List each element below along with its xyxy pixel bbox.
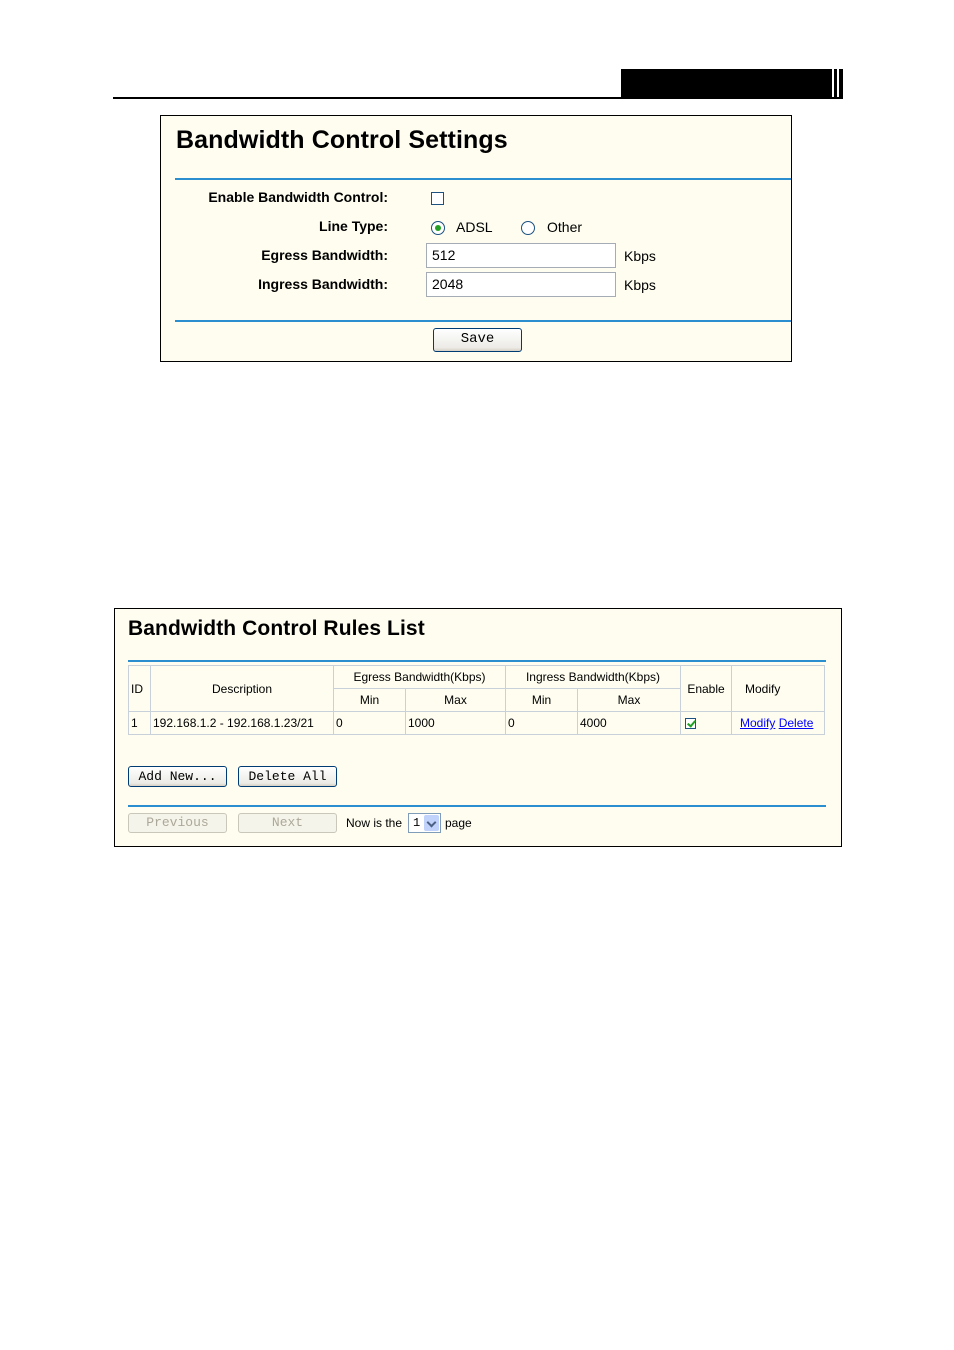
- radio-adsl[interactable]: [431, 221, 445, 235]
- egress-unit: Kbps: [624, 248, 656, 264]
- header-bar: [839, 69, 843, 99]
- cell-ingress-max: 4000: [578, 712, 681, 735]
- cell-id: 1: [129, 712, 151, 735]
- row-enabled-checkbox[interactable]: [685, 718, 696, 729]
- rules-top-divider: [128, 660, 826, 662]
- egress-bandwidth-label: Egress Bandwidth:: [261, 247, 388, 263]
- chevron-down-icon: [424, 815, 439, 831]
- table-header-row: [129, 666, 825, 689]
- settings-top-divider: [175, 178, 791, 180]
- radio-other-label: Other: [547, 219, 583, 235]
- enable-bandwidth-checkbox[interactable]: [431, 192, 444, 205]
- delete-all-button[interactable]: Delete All: [238, 766, 337, 787]
- delete-link[interactable]: Delete: [778, 716, 814, 730]
- col-header-enable: Enable: [681, 666, 732, 712]
- save-button[interactable]: Save: [433, 328, 522, 352]
- page-select[interactable]: [408, 813, 441, 833]
- bandwidth-settings-panel: [160, 115, 792, 362]
- radio-other[interactable]: [521, 221, 535, 235]
- radio-selected-dot: [435, 225, 441, 231]
- ingress-bandwidth-input[interactable]: 2048: [426, 272, 616, 297]
- modify-link[interactable]: Modify: [740, 716, 776, 730]
- settings-title: Bandwidth Control Settings: [176, 126, 508, 154]
- cell-egress-max: 1000: [406, 712, 506, 735]
- page-suffix: page: [445, 816, 472, 830]
- rules-table: [128, 665, 825, 735]
- page-prefix: Now is the: [346, 816, 403, 830]
- col-header-modify: Modify: [732, 666, 825, 712]
- rules-bottom-divider: [128, 805, 826, 807]
- line-type-label: Line Type:: [319, 218, 388, 234]
- page-select-value: 1: [413, 816, 421, 830]
- col-header-ingress-max: Max: [578, 689, 681, 712]
- rules-title: Bandwidth Control Rules List: [128, 617, 425, 640]
- col-header-ingress: Ingress Bandwidth(Kbps): [506, 666, 681, 689]
- header-black-block: [621, 69, 832, 99]
- cell-modify: [732, 712, 825, 735]
- col-header-id: ID: [129, 666, 151, 712]
- col-header-egress: Egress Bandwidth(Kbps): [334, 666, 506, 689]
- egress-bandwidth-input[interactable]: 512: [426, 243, 616, 268]
- col-header-egress-min: Min: [334, 689, 406, 712]
- header-bar: [834, 69, 837, 99]
- settings-bottom-divider: [175, 320, 791, 322]
- radio-adsl-label: ADSL: [456, 219, 493, 235]
- ingress-unit: Kbps: [624, 277, 656, 293]
- cell-enable: [681, 712, 732, 735]
- enable-bandwidth-label: Enable Bandwidth Control:: [208, 189, 388, 205]
- col-header-description: Description: [151, 666, 334, 712]
- col-header-ingress-min: Min: [506, 689, 578, 712]
- next-button[interactable]: Next: [238, 813, 337, 833]
- previous-button[interactable]: Previous: [128, 813, 227, 833]
- col-header-egress-max: Max: [406, 689, 506, 712]
- table-row: [129, 712, 825, 735]
- cell-ingress-min: 0: [506, 712, 578, 735]
- ingress-bandwidth-label: Ingress Bandwidth:: [258, 276, 388, 292]
- cell-description: 192.168.1.2 - 192.168.1.23/21: [151, 712, 334, 735]
- add-new-button[interactable]: Add New...: [128, 766, 227, 787]
- rules-list-panel: [114, 608, 842, 847]
- cell-egress-min: 0: [334, 712, 406, 735]
